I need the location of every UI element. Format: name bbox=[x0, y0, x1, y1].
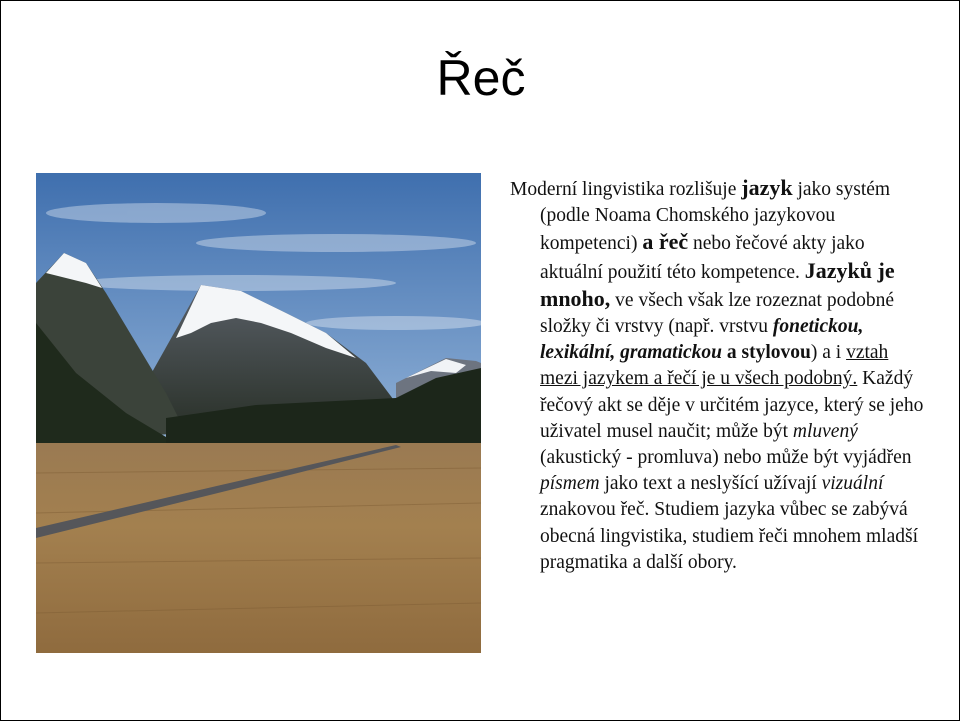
text-run: Moderní lingvistika rozlišuje bbox=[510, 179, 742, 200]
text-run: nebo řečové akty jako aktuální použití této kompetence. bbox=[540, 233, 865, 283]
text-run: znakovou řeč. Studiem jazyka vůbec se zabývá obecná lingvistika, studiem řeči mnohem mladší pragmatika a další obory. bbox=[540, 499, 919, 573]
body-text bbox=[510, 175, 930, 576]
text-run: mluvený bbox=[792, 420, 858, 442]
text-run: ) a i bbox=[810, 342, 847, 364]
text-run: fonetickou, lexikální, gramatickou bbox=[540, 316, 864, 364]
text-run: jako systém (podle Noama Chomského jazykovou kompetenci) bbox=[540, 179, 891, 255]
text-run: vztah mezi jazykem a řečí je u všech podobný. bbox=[540, 342, 889, 390]
mountain-landscape-photo bbox=[36, 173, 481, 653]
body-paragraph bbox=[510, 175, 930, 576]
text-run: písmem bbox=[540, 473, 600, 495]
text-run: jazyk bbox=[741, 175, 793, 200]
text-run: ve všech však lze rozeznat podobné složky či vrstvy (např. vrstvu bbox=[540, 289, 895, 338]
text-run: Jazyků je mnoho, bbox=[540, 257, 895, 311]
slide-title: Řeč bbox=[436, 50, 526, 106]
text-run: a stylovou bbox=[726, 342, 811, 364]
text-run: vizuální bbox=[821, 473, 884, 495]
text-run: Každý řečový akt se děje v určitém jazyce, který se jeho uživatel musel naučit; může být bbox=[540, 368, 924, 442]
text-run: (akustický - promluva) nebo může být vyjádřen bbox=[540, 447, 912, 469]
text-run: a řeč bbox=[642, 229, 689, 255]
text-run: jako text a neslyšící užívají bbox=[599, 473, 822, 495]
